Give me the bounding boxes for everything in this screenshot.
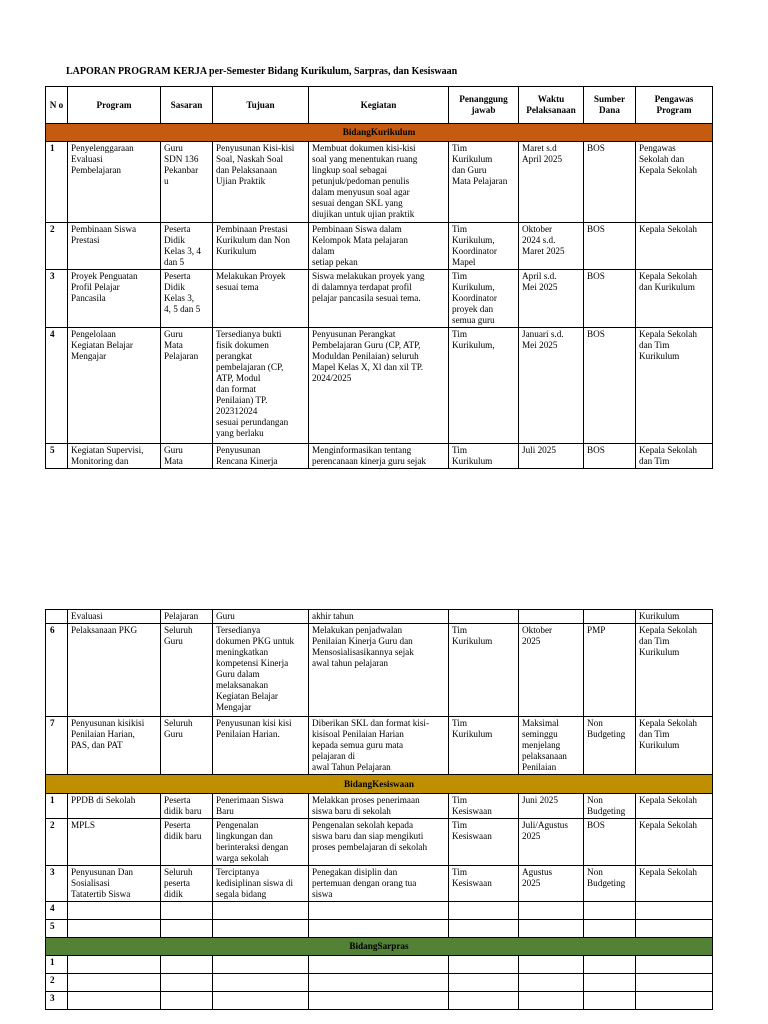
cell-pengawas: [636, 974, 713, 992]
cell-sasaran: Pelajaran: [161, 610, 213, 624]
cell-tujuan: Tersedianya dokumen PKG untuk meningkatkan kompetensi Kinerja Guru dalam melaksanakan Kegiatan Belajar Mengajar: [213, 624, 309, 717]
cell-waktu: Januari s.d. Mei 2025: [519, 328, 584, 444]
cell-sasaran: Seluruh Guru: [161, 624, 213, 717]
cell-program: Pelaksanaan PKG: [68, 624, 161, 717]
table-row: [46, 142, 713, 223]
cell-waktu: Juli 2025: [519, 444, 584, 469]
cell-sasaran: [161, 956, 213, 974]
cell-penanggung-jawab: [449, 992, 519, 1010]
cell-tujuan: Tersedianya bukti fisik dokumen perangkat pembelajaran (CP, ATP, Modul dan format Penilaian) TP. 202312024 sesuai perundangan yang berlaku: [213, 328, 309, 444]
cell-sasaran: Seluruh peserta didik: [161, 866, 213, 902]
cell-pengawas: Kepala Sekolah dan Tim: [636, 444, 713, 469]
cell-no: 1: [46, 956, 68, 974]
cell-no: 4: [46, 902, 68, 920]
cell-sasaran: [161, 920, 213, 938]
cell-program: [68, 902, 161, 920]
cell-program: Evaluasi: [68, 610, 161, 624]
cell-program: [68, 974, 161, 992]
cell-waktu: Juli/Agustus 2025: [519, 819, 584, 866]
cell-penanggung-jawab: Tim Kesiswaan: [449, 794, 519, 819]
table-row: [46, 992, 713, 1010]
cell-pengawas: Kurikulum: [636, 610, 713, 624]
cell-program: [68, 920, 161, 938]
cell-sasaran: Peserta Didik Kelas 3, 4 dan 5: [161, 223, 213, 270]
cell-penanggung-jawab: Tim Kurikulum: [449, 717, 519, 775]
cell-no: 1: [46, 794, 68, 819]
cell-kegiatan: [309, 974, 449, 992]
table-row: [46, 328, 713, 444]
cell-penanggung-jawab: Tim Kesiswaan: [449, 866, 519, 902]
cell-program: Penyelenggaraan Evaluasi Pembelajaran: [68, 142, 161, 223]
cell-kegiatan: [309, 956, 449, 974]
cell-kegiatan: akhir tahun: [309, 610, 449, 624]
cell-sasaran: Guru Mata Pelajaran: [161, 328, 213, 444]
cell-no: 6: [46, 624, 68, 717]
cell-program: Pembinaan Siswa Prestasi: [68, 223, 161, 270]
cell-kegiatan: [309, 992, 449, 1010]
cell-pengawas: [636, 956, 713, 974]
cell-kegiatan: [309, 902, 449, 920]
cell-program: Proyek Penguatan Profil Pelajar Pancasila: [68, 270, 161, 328]
cell-penanggung-jawab: Tim Kesiswaan: [449, 819, 519, 866]
cell-sumber-dana: Non Budgeting: [584, 794, 636, 819]
cell-pengawas: Kepala Sekolah: [636, 223, 713, 270]
cell-penanggung-jawab: [449, 974, 519, 992]
cell-sumber-dana: BOS: [584, 444, 636, 469]
cell-sumber-dana: BOS: [584, 223, 636, 270]
cell-sumber-dana: [584, 974, 636, 992]
cell-waktu: [519, 902, 584, 920]
cell-waktu: [519, 956, 584, 974]
cell-pengawas: [636, 902, 713, 920]
table-row: [46, 444, 713, 469]
cell-sasaran: Peserta didik baru: [161, 819, 213, 866]
cell-no: 3: [46, 866, 68, 902]
section-kurikulum: [46, 124, 713, 142]
cell-sumber-dana: BOS: [584, 270, 636, 328]
cell-kegiatan: Melakkan proses penerimaan siswa baru di sekolah: [309, 794, 449, 819]
header-sasaran: Sasaran: [161, 87, 213, 124]
cell-kegiatan: Menginformasikan tentang perencanaan kinerja guru sejak: [309, 444, 449, 469]
cell-kegiatan: Pengenalan sekolah kepada siswa baru dan siap mengikuti proses pembelajaran di sekolah: [309, 819, 449, 866]
cell-program: [68, 992, 161, 1010]
cell-no: 5: [46, 920, 68, 938]
cell-sumber-dana: Non Budgeting: [584, 866, 636, 902]
cell-penanggung-jawab: [449, 920, 519, 938]
cell-penanggung-jawab: [449, 610, 519, 624]
cell-kegiatan: Pembinaan Siswa dalam Kelompok Mata pelajaran dalam setiap pekan: [309, 223, 449, 270]
header-waktu: Waktu Pelaksanaan: [519, 87, 584, 124]
cell-no: 7: [46, 717, 68, 775]
cell-no: 5: [46, 444, 68, 469]
cell-kegiatan: Membuat dokumen kisi-kisi soal yang menentukan ruang lingkup soal sebagai petunjuk/pedoman penulis dalam menyusun soal agar sesuai dengan SKL yang diujikan untuk ujian praktik: [309, 142, 449, 223]
section-kesiswaan: [46, 775, 713, 794]
cell-pengawas: Kepala Sekolah: [636, 866, 713, 902]
cell-tujuan: Melakukan Proyek sesuai tema: [213, 270, 309, 328]
table-row: [46, 624, 713, 717]
cell-waktu: Juni 2025: [519, 794, 584, 819]
table-row: [46, 920, 713, 938]
cell-penanggung-jawab: Tim Kurikulum dan Guru Mata Pelajaran: [449, 142, 519, 223]
cell-waktu: [519, 610, 584, 624]
table-row: [46, 223, 713, 270]
cell-sumber-dana: Non Budgeting: [584, 717, 636, 775]
header-row: [46, 87, 713, 124]
cell-sasaran: [161, 902, 213, 920]
cell-kegiatan: Melakukan penjadwalan Penilaian Kinerja Guru dan Mensosialisasikannya sejak awal tahun pelajaran: [309, 624, 449, 717]
cell-waktu: Oktober 2024 s.d. Maret 2025: [519, 223, 584, 270]
cell-sumber-dana: [584, 992, 636, 1010]
cell-pengawas: Pengawas Sekolah dan Kepala Sekolah: [636, 142, 713, 223]
cell-kegiatan: Penegakan disiplin dan pertemuan dengan orang tua siswa: [309, 866, 449, 902]
cell-sasaran: [161, 992, 213, 1010]
cell-penanggung-jawab: [449, 902, 519, 920]
report-title: LAPORAN PROGRAM KERJA per-Semester Bidang Kurikulum, Sarpras, dan Kesiswaan: [66, 66, 458, 77]
cell-penanggung-jawab: [449, 956, 519, 974]
table-row: [46, 902, 713, 920]
cell-pengawas: Kepala Sekolah: [636, 819, 713, 866]
cell-penanggung-jawab: Tim Kurikulum,: [449, 328, 519, 444]
cell-sumber-dana: [584, 956, 636, 974]
cell-no: 2: [46, 819, 68, 866]
table-row: [46, 717, 713, 775]
cell-kegiatan: Siswa melakukan proyek yang di dalamnya terdapat profil pelajar pancasila sesuai tema.: [309, 270, 449, 328]
cell-kegiatan: Diberikan SKL dan format kisi- kisisoal Penilaian Harian kepada semua guru mata pelajaran di awal Tahun Pelajaran: [309, 717, 449, 775]
cell-tujuan: Penyusunan Kisi-kisi Soal, Naskah Soal dan Pelaksanaan Ujian Praktik: [213, 142, 309, 223]
cell-tujuan: Terciptanya kedisiplinan siswa di segala bidang: [213, 866, 309, 902]
cell-pengawas: Kepala Sekolah: [636, 794, 713, 819]
table-row: [46, 610, 713, 624]
cell-tujuan: Pembinaan Prestasi Kurikulum dan Non Kurikulum: [213, 223, 309, 270]
cell-sumber-dana: [584, 920, 636, 938]
cell-no: 3: [46, 992, 68, 1010]
cell-sasaran: [161, 974, 213, 992]
header-penanggung-jawab: Penanggung jawab: [449, 87, 519, 124]
section-sarpras: [46, 938, 713, 956]
cell-kegiatan: [309, 920, 449, 938]
table-row: [46, 866, 713, 902]
cell-program: Kegiatan Supervisi, Monitoring dan: [68, 444, 161, 469]
cell-program: Penyusunan Dan Sosialisasi Tatatertib Siswa: [68, 866, 161, 902]
cell-waktu: Maksimal seminggu menjelang pelaksanaan Penilaian: [519, 717, 584, 775]
cell-program: Pengelolaan Kegiatan Belajar Mengajar: [68, 328, 161, 444]
cell-waktu: [519, 974, 584, 992]
program-table-page1: [45, 86, 713, 469]
cell-sasaran: Peserta Didik Kelas 3, 4, 5 dan 5: [161, 270, 213, 328]
cell-penanggung-jawab: Tim Kurikulum, Koordinator proyek dan semua guru: [449, 270, 519, 328]
cell-waktu: [519, 920, 584, 938]
cell-sasaran: Seluruh Guru: [161, 717, 213, 775]
cell-waktu: Agustus 2025: [519, 866, 584, 902]
header-pengawas: Pengawas Program: [636, 87, 713, 124]
cell-tujuan: [213, 902, 309, 920]
table-row: [46, 819, 713, 866]
program-table-page2: [45, 609, 713, 1010]
cell-tujuan: [213, 920, 309, 938]
cell-pengawas: Kepala Sekolah dan Tim Kurikulum: [636, 717, 713, 775]
cell-tujuan: Guru: [213, 610, 309, 624]
cell-penanggung-jawab: Tim Kurikulum, Koordinator Mapel: [449, 223, 519, 270]
cell-no: [46, 610, 68, 624]
header-kegiatan: Kegiatan: [309, 87, 449, 124]
cell-pengawas: Kepala Sekolah dan Kurikulum: [636, 270, 713, 328]
table-row: [46, 974, 713, 992]
cell-pengawas: Kepala Sekolah dan Tim Kurikulum: [636, 624, 713, 717]
cell-tujuan: Pengenalan lingkungan dan berinteraksi dengan warga sekolah: [213, 819, 309, 866]
section-kesiswaan-label: BidangKesiswaan: [46, 775, 713, 794]
cell-program: [68, 956, 161, 974]
cell-sumber-dana: BOS: [584, 819, 636, 866]
cell-sumber-dana: [584, 902, 636, 920]
cell-program: Penyusunan kisikisi Penilaian Harian, PAS, dan PAT: [68, 717, 161, 775]
table-row: [46, 794, 713, 819]
header-no: N o: [46, 87, 68, 124]
cell-sasaran: Guru Mata: [161, 444, 213, 469]
cell-program: MPLS: [68, 819, 161, 866]
cell-tujuan: Penyusunan kisi kisi Penilaian Harian.: [213, 717, 309, 775]
cell-sasaran: Peserta didik baru: [161, 794, 213, 819]
cell-waktu: April s.d. Mei 2025: [519, 270, 584, 328]
cell-tujuan: [213, 974, 309, 992]
cell-no: 2: [46, 223, 68, 270]
header-tujuan: Tujuan: [213, 87, 309, 124]
cell-program: PPDB di Sekolah: [68, 794, 161, 819]
cell-sumber-dana: BOS: [584, 142, 636, 223]
cell-no: 4: [46, 328, 68, 444]
cell-no: 2: [46, 974, 68, 992]
section-kurikulum-label: BidangKurikulum: [46, 124, 713, 142]
cell-no: 1: [46, 142, 68, 223]
header-sumber-dana: Sumber Dana: [584, 87, 636, 124]
cell-waktu: Oktober 2025: [519, 624, 584, 717]
cell-tujuan: Penerimaan Siswa Baru: [213, 794, 309, 819]
cell-no: 3: [46, 270, 68, 328]
cell-tujuan: Penyusunan Rencana Kinerja: [213, 444, 309, 469]
cell-kegiatan: Penyusunan Perangkat Pembelajaran Guru (CP, ATP, Moduldan Penilaian) seluruh Mapel Kelas X, Xl dan xil TP. 2024/2025: [309, 328, 449, 444]
cell-sumber-dana: [584, 610, 636, 624]
cell-tujuan: [213, 992, 309, 1010]
cell-waktu: [519, 992, 584, 1010]
cell-waktu: Maret s.d April 2025: [519, 142, 584, 223]
cell-pengawas: [636, 992, 713, 1010]
cell-tujuan: [213, 956, 309, 974]
header-program: Program: [68, 87, 161, 124]
cell-pengawas: [636, 920, 713, 938]
cell-penanggung-jawab: Tim Kurikulum: [449, 624, 519, 717]
cell-sasaran: Guru SDN 136 Pekanbar u: [161, 142, 213, 223]
cell-sumber-dana: BOS: [584, 328, 636, 444]
cell-sumber-dana: PMP: [584, 624, 636, 717]
cell-penanggung-jawab: Tim Kurikulum: [449, 444, 519, 469]
section-sarpras-label: BidangSarpras: [46, 938, 713, 956]
table-row: [46, 270, 713, 328]
cell-pengawas: Kepala Sekolah dan Tim Kurikulum: [636, 328, 713, 444]
table-row: [46, 956, 713, 974]
